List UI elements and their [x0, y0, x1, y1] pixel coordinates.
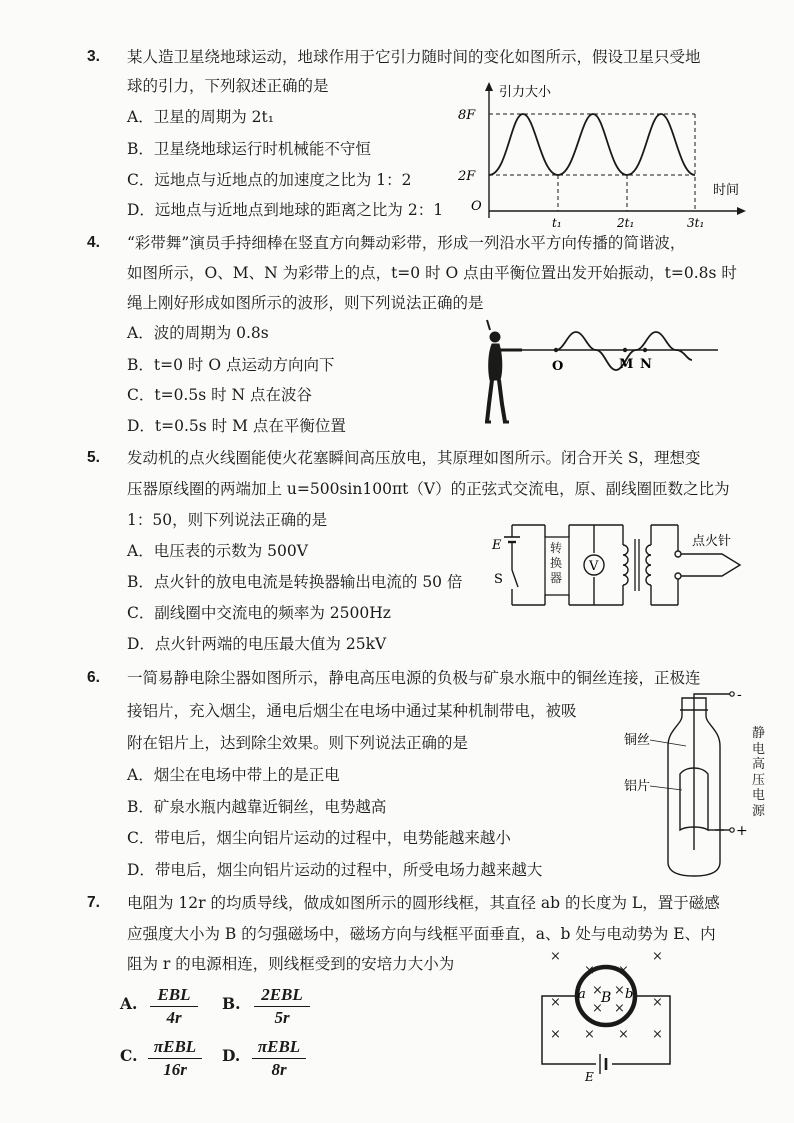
q3-option-a: A．卫星的周期为 2t₁ [127, 108, 274, 126]
q7-number: 7. [87, 894, 100, 911]
svg-text:×: × [618, 963, 629, 978]
q7-option-d-fraction [252, 1037, 306, 1080]
q5-option-b: B．点火针的放电电流是转换器输出电流的 50 倍 [127, 573, 463, 591]
q3-x-tick-t1: t₁ [552, 216, 562, 228]
q4-option-c: C．t=0.5s 时 N 点在波谷 [127, 386, 313, 404]
q3-force-curve [489, 114, 695, 175]
q3-y-axis-label: 引力大小 [499, 85, 552, 100]
q7-stem-line1: 电阻为 12r 的均质导线，做成如图所示的圆形线框，其直径 ab 的长度为 L，置于磁感 [127, 894, 720, 912]
q3-number: 3. [87, 48, 100, 65]
q7-option-d-numerator: πEBL [252, 1037, 306, 1059]
svg-text:×: × [652, 949, 663, 964]
q5-converter-label: 转换器 [549, 541, 562, 585]
q6-dust-collector-figure [620, 690, 770, 880]
q3-x-tick-2t1: 2t₁ [617, 216, 635, 228]
q7-option-d-label: D. [222, 1046, 241, 1065]
q7-option-a-fraction [150, 985, 198, 1028]
q5-needle-label: 点火针 [692, 534, 732, 549]
q5-switch-label: S [494, 572, 503, 587]
svg-text:×: × [550, 995, 561, 1010]
q3-option-b: B．卫星绕地球运行时机械能不守恒 [127, 140, 371, 158]
q7-option-d-denominator: 8r [271, 1060, 287, 1079]
q6-plus-terminal: + [736, 823, 748, 839]
q6-foil-label: 铝片 [624, 779, 651, 794]
q3-x-tick-3t1: 3t₁ [687, 216, 705, 228]
q4-point-o: O [552, 359, 564, 374]
q5-option-d: D．点火针两端的电压最大值为 25kV [127, 635, 387, 653]
svg-text:×: × [652, 995, 663, 1010]
q4-point-n: N [640, 357, 652, 372]
q7-option-c-fraction [148, 1037, 202, 1080]
svg-text:×: × [550, 1027, 561, 1042]
q5-ignition-circuit [490, 515, 750, 615]
q3-origin-label: O [471, 199, 482, 214]
q3-x-axis-label: 时间 [713, 183, 740, 198]
q6-option-b: B．矿泉水瓶内越靠近铜丝，电势越高 [127, 798, 387, 816]
q4-stem-line1: “彩带舞”演员手持细棒在竖直方向舞动彩带，形成一列沿水平方向传播的简谐波， [127, 234, 686, 252]
q7-option-b-label: B. [222, 994, 241, 1013]
q6-stem-line1: 一简易静电除尘器如图所示，静电高压电源的负极与矿泉水瓶中的铜丝连接，正极连 [127, 669, 701, 687]
svg-text:×: × [652, 1027, 663, 1042]
q7-option-a-label: A. [120, 994, 138, 1013]
q7-option-c-label: C. [120, 1046, 138, 1065]
svg-text:×: × [584, 1027, 595, 1042]
q6-number: 6. [87, 669, 100, 686]
svg-text:×: × [584, 963, 595, 978]
q5-stem-line2: 压器原线圈的两端加上 u=500sin100πt（V）的正弦式交流电，原、副线圈匝数之比为 [127, 480, 730, 498]
q7-stem-line3: 阻为 r 的电源相连，则线框受到的安培力大小为 [127, 955, 455, 973]
q3-stem-line2: 球的引力，下列叙述正确的是 [127, 77, 329, 95]
q6-stem-line2: 接铝片，充入烟尘，通电后烟尘在电场中通过某种机制带电，被吸 [127, 702, 577, 720]
q7-option-b-numerator: 2EBL [254, 985, 310, 1007]
q4-option-a: A．波的周期为 0.8s [127, 324, 269, 342]
q5-option-a: A．电压表的示数为 500V [127, 542, 308, 560]
q7-option-c-denominator: 16r [163, 1060, 187, 1079]
q7-point-a: a [578, 987, 586, 1002]
q5-number: 5. [87, 449, 100, 466]
q3-y-tick-2f: 2F [458, 169, 476, 184]
q4-option-b: B．t=0 时 O 点运动方向向下 [127, 356, 335, 374]
q5-option-c: C．副线圈中交流电的频率为 2500Hz [127, 604, 391, 622]
q6-stem-line3: 附在铝片上，达到除尘效果。则下列说法正确的是 [127, 734, 469, 752]
q7-option-a-numerator: EBL [150, 985, 198, 1007]
q5-stem-line3: 1：50，则下列说法正确的是 [127, 511, 328, 529]
q4-point-m: M [619, 357, 634, 372]
q7-point-b: b [625, 987, 634, 1002]
q4-stem-line2: 如图所示，O、M、N 为彩带上的点，t=0 时 O 点由平衡位置出发开始振动，t=0.8s 时 [127, 264, 737, 282]
q7-option-a-denominator: 4r [166, 1008, 182, 1027]
q5-voltmeter-label: V [589, 559, 599, 574]
dancer-silhouette [485, 320, 522, 422]
q4-number: 4. [87, 234, 100, 251]
q6-wire-label: 铜丝 [624, 733, 651, 748]
q5-emf-label: E [492, 538, 502, 553]
q7-option-b-denominator: 5r [274, 1008, 290, 1027]
q7-option-c-numerator: πEBL [148, 1037, 202, 1059]
q7-option-b-fraction [254, 985, 310, 1028]
q3-force-time-graph [455, 78, 750, 228]
q6-option-c: C．带电后，烟尘向铝片运动的过程中，电势能越来越小 [127, 829, 511, 847]
q3-option-d: D．远地点与近地点到地球的距离之比为 2：1 [127, 201, 444, 219]
q7-stem-line2: 应强度大小为 B 的匀强磁场中，磁场方向与线框平面垂直，a、b 处与电动势为 E、内 [127, 925, 716, 943]
svg-text:×: × [618, 1027, 629, 1042]
q3-y-tick-8f: 8F [458, 108, 476, 123]
q6-source-label: 静电高压电源 [752, 726, 766, 819]
q7-emf-label: E [585, 1070, 594, 1082]
svg-text:×: × [550, 949, 561, 964]
q7-field-b-label: B [601, 990, 612, 1006]
q6-minus-terminal: - [737, 690, 742, 703]
svg-text:×: × [614, 1001, 625, 1016]
svg-text:×: × [592, 983, 603, 998]
q4-stem-line3: 绳上刚好形成如图所示的波形，则下列说法正确的是 [127, 294, 484, 312]
q3-option-c: C．远地点与近地点的加速度之比为 1：2 [127, 171, 412, 189]
q6-option-a: A．烟尘在电场中带上的是正电 [127, 766, 340, 784]
svg-text:×: × [614, 983, 625, 998]
q4-option-d: D．t=0.5s 时 M 点在平衡位置 [127, 417, 346, 435]
svg-text:×: × [592, 1001, 603, 1016]
q7-circular-frame-figure [530, 946, 690, 1082]
q4-ribbon-dance-figure [478, 318, 728, 433]
q6-option-d: D．带电后，烟尘向铝片运动的过程中，所受电场力越来越大 [127, 861, 543, 879]
q5-stem-line1: 发动机的点火线圈能使火花塞瞬间高压放电，其原理如图所示。闭合开关 S，理想变 [127, 449, 701, 467]
q3-stem-line1: 某人造卫星绕地球运动，地球作用于它引力随时间的变化如图所示，假设卫星只受地 [127, 48, 701, 66]
